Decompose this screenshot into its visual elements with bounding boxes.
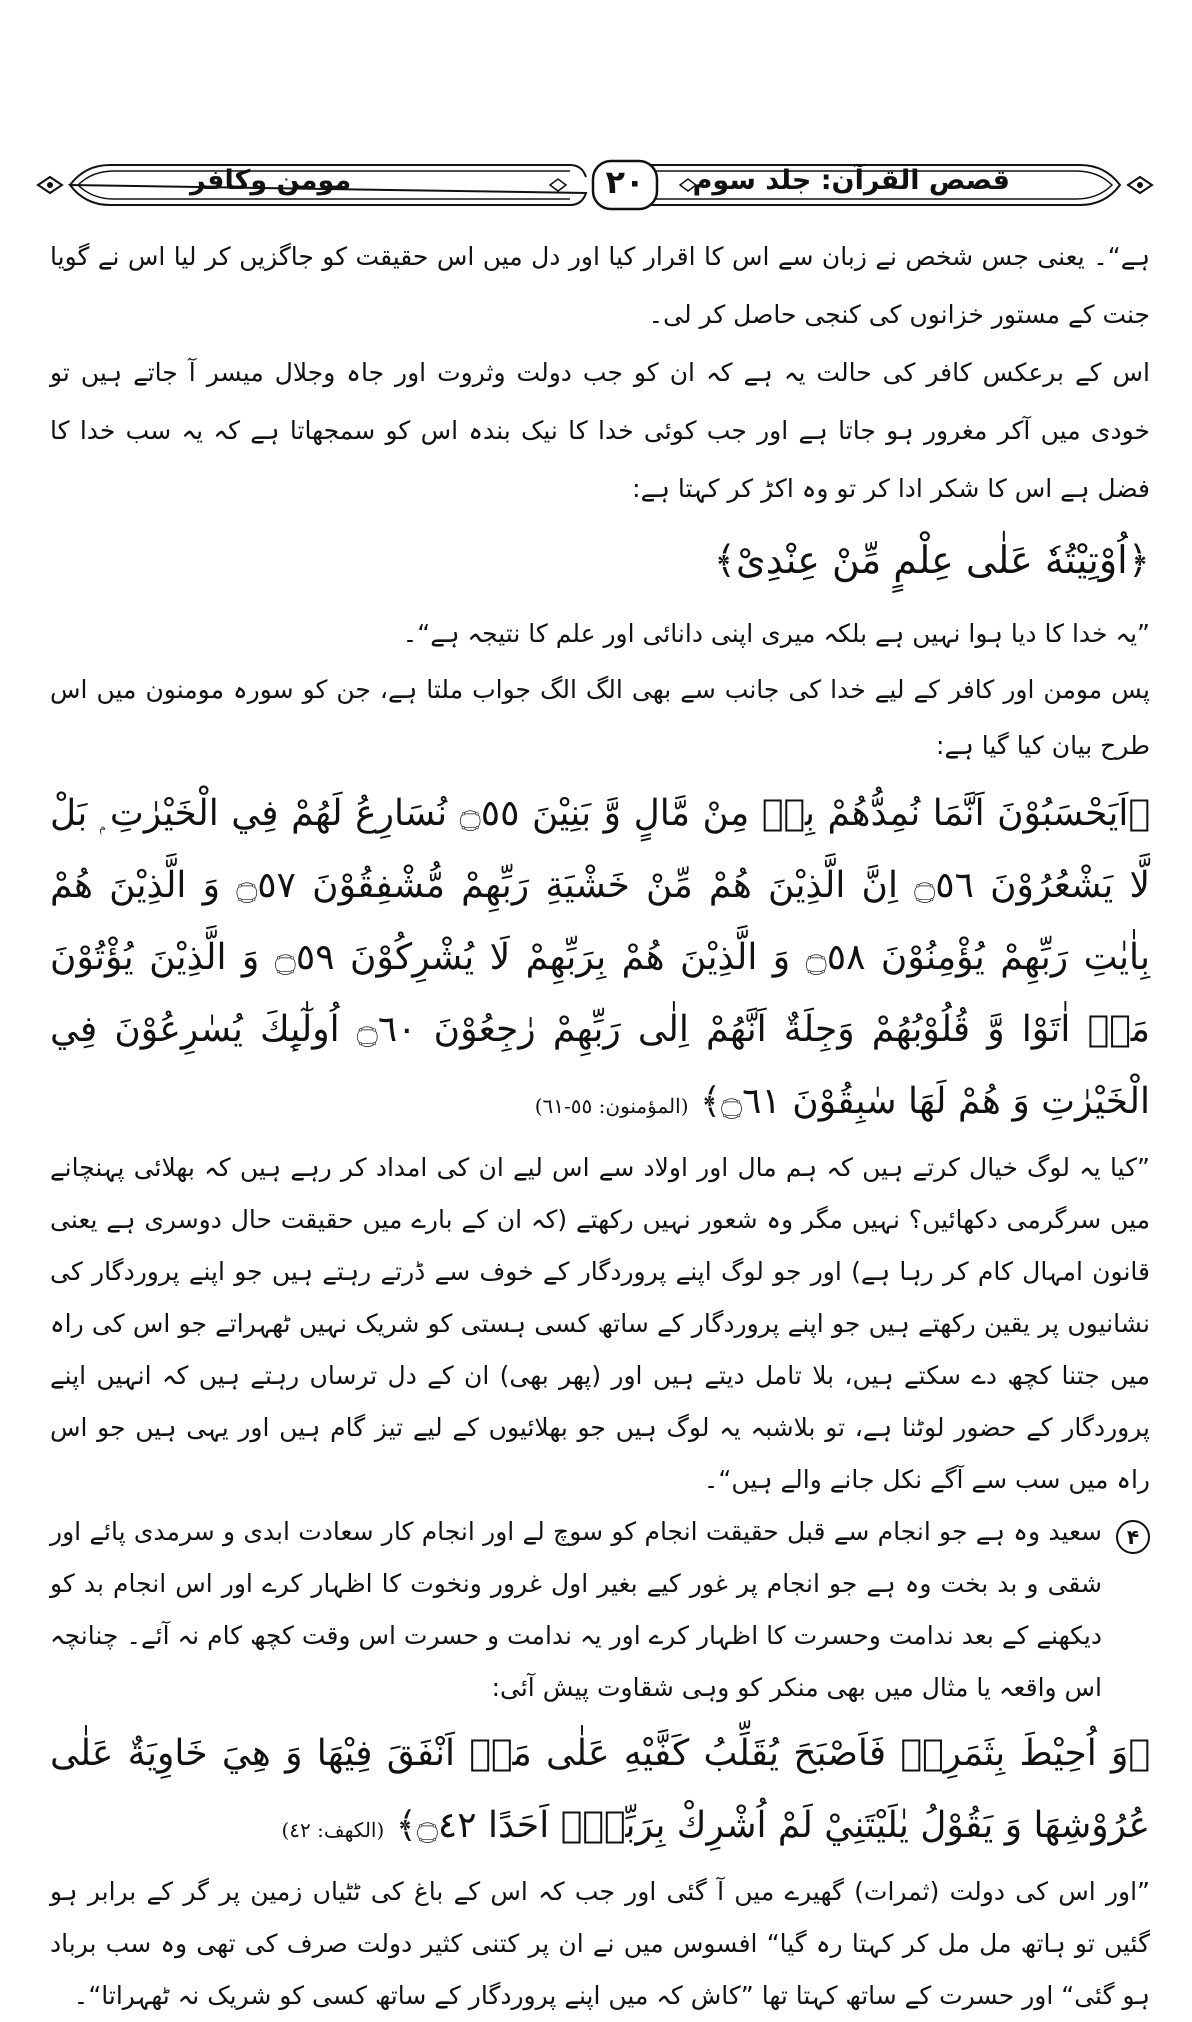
item-number-badge: ۴ bbox=[1116, 1520, 1150, 1554]
numbered-point-4 bbox=[50, 1506, 1150, 1714]
chapter-title: مومن وکافر bbox=[190, 165, 352, 196]
verse-reference-3: (الکھف: ٤٢) bbox=[281, 1818, 385, 1842]
translation-quote-3: ”اور اس کی دولت (ثمرات) گھیرے میں آ گئی اور جب کہ اس کے باغ کی ٹٹیاں زمین پر گر کے برابر ہو گئیں تو ہاتھ مل مل کر کہتا رہ گیا“ افسوس میں نے ان پر کتنی کثیر دولت صرف کی تھی وہ سب برباد ہو گئی“ اور حسرت کے ساتھ کہتا تھا ”کاش کہ میں اپنے پروردگار کے ساتھ کسی کو شریک نہ ٹھہراتا“۔ bbox=[50, 1877, 1150, 2010]
translation-quote-1: ”یہ خدا کا دیا ہوا نہیں ہے بلکہ میری اپنی دانائی اور علم کا نتیجہ ہے“۔ bbox=[402, 619, 1150, 648]
book-title: قصص القرآن: جلد سوم bbox=[692, 165, 1010, 196]
translation-quote-2: ”کیا یہ لوگ خیال کرتے ہیں کہ ہم مال اور اولاد سے اس لیے ان کی امداد کر رہے ہیں کہ بھلائی پہنچانے میں سرگرمی دکھائیں؟ نہیں مگر وہ شعور نہیں رکھتے (کہ ان کے بارے میں حقیقت حال دوسری ہے یعنی قانون امہال کام کر رہا ہے) اور جو لوگ اپنے پروردگار کے خوف سے ڈرتے رہتے ہیں جو اپنے پروردگار کی نشانیوں پر یقین رکھتے ہیں جو اپنے پروردگار کے ساتھ کسی ہستی کو شریک نہیں ٹھہراتے جو اس کی راہ میں جتنا کچھ دے سکتے ہیں، بلا تامل دیتے ہیں اور (پھر بھی) ان کے دل ترساں رہتے ہیں کہ انہیں اپنے پروردگار کے حضور لوٹنا ہے، تو بلاشبہ یہ لوگ ہیں جو بھلائیوں کے لیے تیز گام ہیں اور یہی ہیں جو اس راہ میں سب سے آگے نکل جانے والے ہیں“۔ bbox=[50, 1153, 1150, 1494]
paragraph-2: اس کے برعکس کافر کی حالت یہ ہے کہ ان کو جب دولت وثروت اور جاہ وجلال میسر آ جاتے ہیں تو خودی میں آکر مغرور ہو جاتا ہے اور جب کوئی خدا کا نیک بندہ اس کو سمجھاتا ہے کہ یہ سب خدا کا فضل ہے اس کا شکر ادا کر تو وہ اکڑ کر کہتا ہے: bbox=[50, 358, 1150, 503]
quran-verse-2 bbox=[50, 778, 1150, 1142]
quran-verse-2-text: ﴿اَيَحْسَبُوْنَ اَنَّمَا نُمِدُّهُمْ بِهٖ مِنْ مَّالٍ وَّ بَنِيْنَ ۝٥٥ نُسَارِعُ لَهُمْ فِي الْخَيْرٰتِ ۭ بَلْ لَّا يَشْعُرُوْنَ ۝٥٦ اِنَّ الَّذِيْنَ هُمْ مِّنْ خَشْيَةِ رَبِّهِمْ مُّشْفِقُوْنَ ۝٥٧ وَ الَّذِيْنَ هُمْ بِاٰيٰتِ رَبِّهِمْ يُؤْمِنُوْنَ ۝٥٨ وَ الَّذِيْنَ هُمْ بِرَبِّهِمْ لَا يُشْرِكُوْنَ ۝٥٩ وَ الَّذِيْنَ يُؤْتُوْنَ مَاۤ اٰتَوْا وَّ قُلُوْبُهُمْ وَجِلَةٌ اَنَّهُمْ اِلٰى رَبِّهِمْ رٰجِعُوْنَ ۝٦٠ اُولٰٓىِٕكَ يُسٰرِعُوْنَ فِي الْخَيْرٰتِ وَ هُمْ لَهَا سٰبِقُوْنَ ۝٦١﴾ bbox=[50, 793, 1150, 1122]
page-number: ٢٠ bbox=[605, 163, 645, 201]
paragraph-4: سعید وہ ہے جو انجام سے قبل حقیقت انجام کو سوچ لے اور انجام کار سعادت ابدی و سرمدی پائے اور شقی و بد بخت وہ ہے جو انجام پر غور کیے بغیر اول غرور ونخوت کا اظہار کرے اور اس انجام بد کو دیکھنے کے بعد ندامت وحسرت کا اظہار کرے اور یہ ندامت و حسرت اس وقت کچھ کام نہ آئے۔ چنانچہ اس واقعہ یا مثال میں بھی منکر کو وہی شقاوت پیش آئی: bbox=[50, 1517, 1102, 1702]
running-header bbox=[30, 155, 1160, 215]
page-body bbox=[50, 228, 1150, 2022]
verse-reference-2: (المؤمنون: ٥٥-٦١) bbox=[534, 1094, 689, 1118]
paragraph-1: ہے“۔ یعنی جس شخص نے زبان سے اس کا اقرار کیا اور دل میں اس حقیقت کو جاگزیں کر لیا اس نے گویا جنت کے مستور خزانوں کی کنجی حاصل کر لی۔ bbox=[50, 242, 1150, 329]
quran-verse-1: ﴿اُوْتِيْتُهٗ عَلٰى عِلْمٍ مِّنْ عِنْدِیْ﴾ bbox=[713, 538, 1150, 582]
paragraph-3: پس مومن اور کافر کے لیے خدا کی جانب سے بھی الگ الگ جواب ملتا ہے، جن کو سورہ مومنون میں اس طرح بیان کیا گیا ہے: bbox=[50, 675, 1150, 760]
quran-verse-3-text: ﴿وَ اُحِيْطَ بِثَمَرِهٖ فَاَصْبَحَ يُقَلِّبُ كَفَّيْهِ عَلٰى مَاۤ اَنْفَقَ فِيْهَا وَ هِيَ خَاوِيَةٌ عَلٰى عُرُوْشِهَا وَ يَقُوْلُ يٰلَيْتَنِيْ لَمْ اُشْرِكْ بِرَبِّيْۤ اَحَدًا ۝٤٢﴾ bbox=[50, 1733, 1150, 1846]
quran-verse-3 bbox=[50, 1718, 1150, 1866]
